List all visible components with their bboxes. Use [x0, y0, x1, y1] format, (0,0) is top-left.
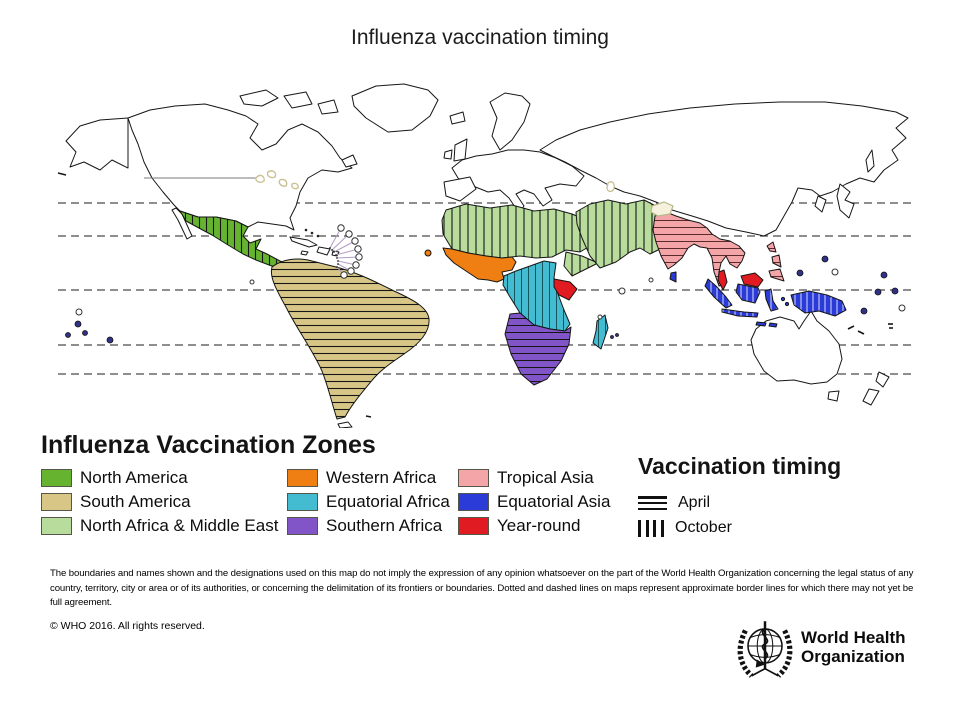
legend-item-tropical-asia [458, 466, 610, 490]
boundaries-disclaimer: The boundaries and names shown and the designations used on this map do not imply the expression of any opinion whatsoever on the part of the World Health Organization concerning the legal status of any country, territory, city or area or of its authorities, or concerning the delimitation of its frontiers or boundaries. Dotted and dashed lines on maps represent approximate border lines for which there may not yet be full agreement. [50, 568, 914, 609]
equatorial-africa-swatch [287, 493, 318, 511]
legend-label: North America [80, 468, 188, 487]
world-map [50, 78, 915, 428]
western-africa-swatch [287, 469, 318, 487]
copyright-notice: © WHO 2016. All rights reserved. [50, 620, 205, 632]
timing-label: April [678, 494, 711, 511]
legend-label: Western Africa [326, 468, 437, 487]
legend-label: South America [80, 492, 191, 511]
who-logo-line2: Organization [801, 647, 905, 666]
legend-label: Southern Africa [326, 516, 443, 535]
who-logo-text [801, 628, 906, 666]
timing-legend-title: Vaccination timing [638, 453, 842, 479]
legend-label: North Africa & Middle East [80, 516, 279, 535]
who-emblem-icon [735, 614, 795, 680]
legend-label: Year-round [497, 516, 581, 535]
zones-legend-column-1 [41, 466, 278, 538]
legend-label: Tropical Asia [497, 468, 594, 487]
who-logo-line1: World Health [801, 628, 906, 647]
timing-item-october [638, 517, 732, 539]
zones-legend-title: Influenza Vaccination Zones [41, 431, 376, 459]
kashmir-outline [651, 202, 673, 216]
legend-item-south-america [41, 490, 278, 514]
who-logo [735, 614, 906, 680]
legend-item-north-africa-middle-east [41, 514, 278, 538]
legend-label: Equatorial Asia [497, 492, 611, 511]
southern-africa-swatch [287, 517, 318, 535]
timing-label: October [675, 519, 732, 536]
north-africa-swatch [41, 517, 72, 535]
legend-item-north-america [41, 466, 278, 490]
equatorial-asia-swatch [458, 493, 489, 511]
page-title: Influenza vaccination timing [351, 26, 609, 49]
zone-south-america [271, 259, 429, 419]
north-america-swatch [41, 469, 72, 487]
legend-item-equatorial-asia [458, 490, 610, 514]
zones-legend-column-3 [458, 466, 610, 538]
tropical-asia-swatch [458, 469, 489, 487]
zones-legend-column-2 [287, 466, 450, 538]
legend-item-southern-africa [287, 514, 450, 538]
legend-label: Equatorial Africa [326, 492, 450, 511]
south-america-swatch [41, 493, 72, 511]
legend-item-western-africa [287, 466, 450, 490]
year-round-swatch [458, 517, 489, 535]
vertical-lines-icon [638, 520, 664, 537]
legend-item-equatorial-africa [287, 490, 450, 514]
horizontal-lines-icon [638, 496, 667, 510]
legend-item-year-round [458, 514, 610, 538]
timing-item-april [638, 492, 710, 514]
